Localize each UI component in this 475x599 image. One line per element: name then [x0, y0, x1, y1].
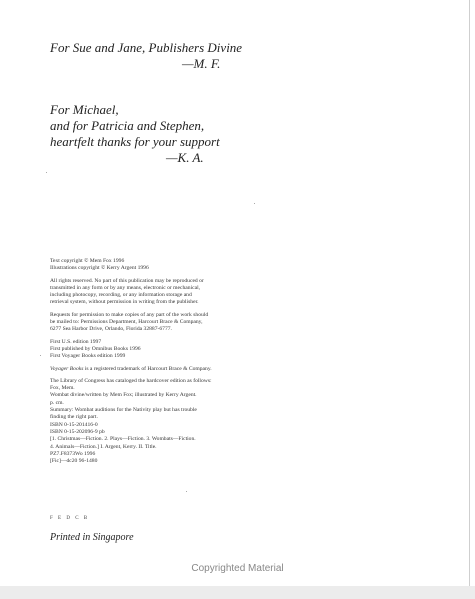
permissions-line: 6277 Sea Harbor Drive, Orlando, Florida 32887-6777. — [50, 326, 172, 333]
page-bottom-band — [0, 586, 475, 599]
dedication-fox — [50, 40, 242, 72]
dedication-argent-line-2: and for Patricia and Stephen, — [50, 118, 205, 133]
rights-line: All rights reserved. No part of this publication may be reproduced or — [50, 277, 204, 284]
cip-line: finding the right part. — [50, 414, 98, 421]
dedication-argent — [50, 102, 220, 166]
rights-notice — [50, 278, 240, 307]
dedication-argent-line-3: heartfelt thanks for your support — [50, 134, 220, 149]
permissions-line: be mailed to: Permissions Department, Harcourt Brace & Company, — [50, 319, 203, 326]
edition-line: First U.S. edition 1997 — [50, 338, 102, 345]
cip-line: PZ7.F8373Wo 1996 — [50, 450, 96, 457]
copyright-notice — [50, 258, 240, 273]
edition-line: First Voyager Books edition 1999 — [50, 353, 126, 360]
speck — [186, 491, 187, 492]
edition-line: First published by Omnibus Books 1996 — [50, 345, 141, 352]
permissions-notice — [50, 312, 240, 334]
speck — [254, 203, 255, 204]
dedication-fox-line: For Sue and Jane, Publishers Divine — [50, 40, 243, 55]
dedication-argent-line-1: For Michael, — [50, 102, 119, 117]
cip-block — [50, 378, 240, 466]
editions-notice — [50, 339, 240, 361]
copyright-illustrations: Illustrations copyright © Kerry Argent 1996 — [50, 265, 149, 272]
copyright-text: Text copyright © Mem Fox 1996 — [50, 258, 125, 264]
dedication-fox-signature: —M. F. — [182, 56, 221, 71]
copyright-block — [50, 258, 240, 470]
cip-line: 4. Animals—Fiction.] I. Argent, Kerry. II. Title. — [50, 443, 157, 450]
permissions-line: Requests for permission to make copies of any part of the work should — [50, 311, 209, 318]
cip-line: The Library of Congress has cataloged the hardcover edition as follows: — [50, 377, 212, 384]
watermark: Copyrighted Material — [191, 563, 284, 574]
cip-line: [1. Christmas—Fiction. 2. Plays—Fiction. 3. Wombats—Fiction. — [50, 436, 196, 443]
cip-line: [Fic]—dc20 96-1480 — [50, 458, 98, 465]
printed-in: Printed in Singapore — [50, 532, 134, 543]
rights-line: including photocopy, recording, or any information storage and — [50, 292, 192, 299]
cip-line: Fox, Mem. — [50, 385, 75, 392]
speck — [40, 355, 41, 356]
dedication-argent-signature: —K. A. — [166, 150, 204, 165]
cip-line: Summary: Wombat auditions for the Nativity play but has trouble — [50, 407, 197, 414]
rights-line: transmitted in any form or by any means, electronic or mechanical, — [50, 284, 201, 291]
cip-line: p. cm. — [50, 399, 64, 406]
printing-code: F E D C B — [50, 516, 90, 521]
cip-line: ISBN 0-15-201416-0 — [50, 421, 98, 428]
cip-line: Wombat divine/written by Mem Fox; illustrated by Kerry Argent. — [50, 392, 197, 399]
speck — [46, 172, 47, 173]
rights-line: retrieval system, without permission in writing from the publisher. — [50, 299, 199, 306]
cip-line: ISBN 0-15-202096-9 pb — [50, 428, 105, 435]
trademark-text: is a registered trademark of Harcourt Brace & Company. — [83, 365, 212, 372]
trademark-notice — [50, 366, 240, 373]
trademark-name: Voyager Books — [50, 365, 84, 372]
